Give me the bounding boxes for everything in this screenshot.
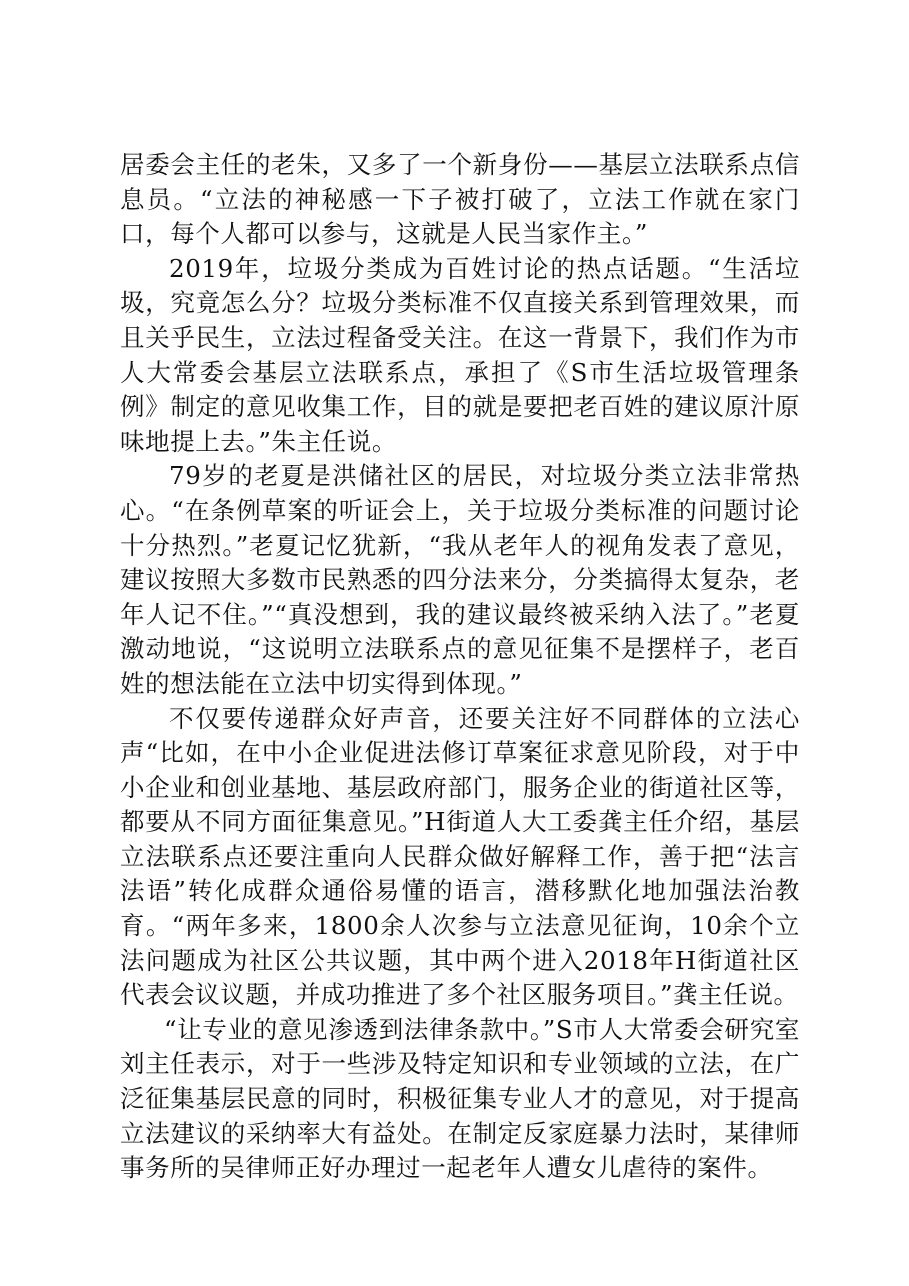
paragraph-2: 2019年，垃圾分类成为百姓讨论的热点话题。“生活垃圾，究竟怎么分？垃圾分类标准不仅直接关系到管理效果，而且关乎民生，立法过程备受关注。在这一背景下，我们作为市人大常委会基层立法联系点，承担了《S市生活垃圾管理条例》制定的意见收集工作，目的就是要把老百姓的建议原汁原味地提上去。”朱主任说。 [120, 253, 800, 456]
paragraph-1: 居委会主任的老朱，又多了一个新身份——基层立法联系点信息员。“立法的神秘感一下子被打破了，立法工作就在家门口，每个人都可以参与，这就是人民当家作主。” [120, 150, 800, 249]
paragraph-4: 不仅要传递群众好声音，还要关注好不同群体的立法心声“比如，在中小企业促进法修订草案征求意见阶段，对于中小企业和创业基地、基层政府部门，服务企业的街道社区等，都要从不同方面征集意见。”H街道人大工委龚主任介绍，基层立法联系点还要注重向人民群众做好解释工作，善于把“法言法语”转化成群众通俗易懂的语言，潜移默化地加强法治教育。“两年多来，1800余人次参与立法意见征询，10余个立法问题成为社区公共议题，其中两个进入2018年H街道社区代表会议议题，并成功推进了多个社区服务项目。”龚主任说。 [120, 703, 800, 1010]
paragraph-5: “让专业的意见渗透到法律条款中。”S市人大常委会研究室刘主任表示，对于一些涉及特定知识和专业领域的立法，在广泛征集基层民意的同时，积极征集专业人才的意见，对于提高立法建议的采纳率大有益处。在制定反家庭暴力法时，某律师事务所的吴律师正好办理过一起老年人遭女儿虐待的案件。 [120, 1014, 800, 1183]
paragraph-3: 79岁的老夏是洪储社区的居民，对垃圾分类立法非常热心。“在条例草案的听证会上，关于垃圾分类标准的问题讨论十分热烈。”老夏记忆犹新，“我从老年人的视角发表了意见，建议按照大多数市民熟悉的四分法来分，分类搞得太复杂，老年人记不住。”“真没想到，我的建议最终被采纳入法了。”老夏激动地说，“这说明立法联系点的意见征集不是摆样子，老百姓的想法能在立法中切实得到体现。” [120, 461, 800, 698]
body-text [120, 148, 800, 1186]
